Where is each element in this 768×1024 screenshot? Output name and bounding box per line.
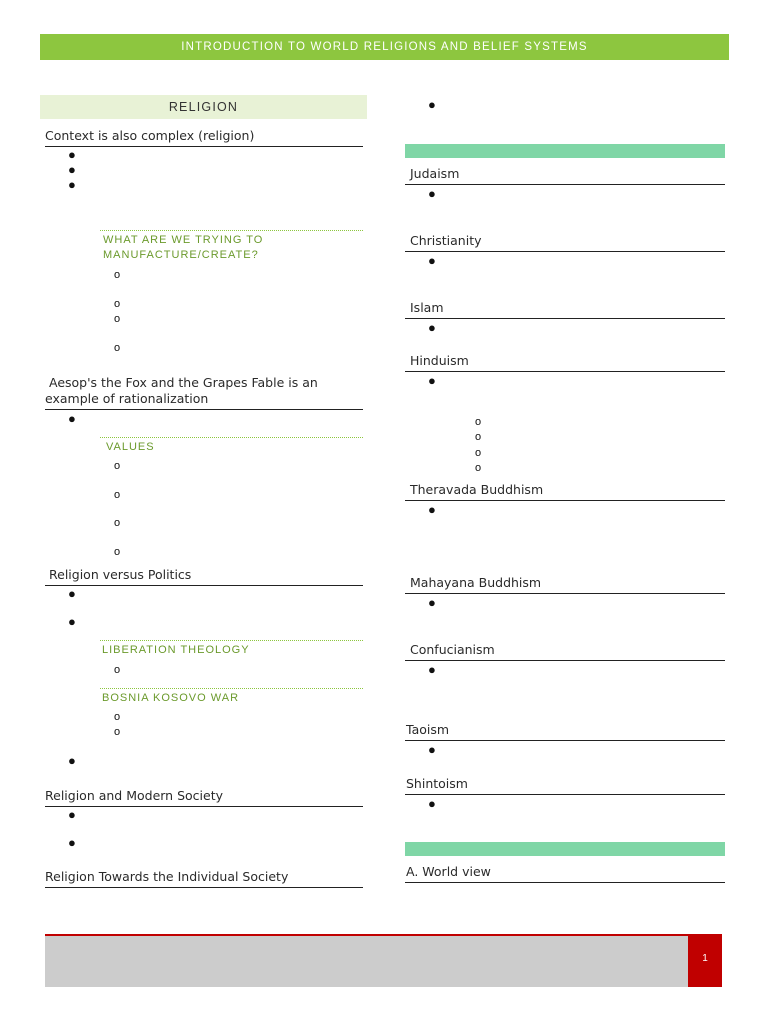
sub-bullet: o [114,489,121,501]
bullet: ● [68,753,76,768]
sub-bullet: o [114,711,121,723]
bullet: ● [68,177,76,192]
sub-bullet: o [114,664,121,676]
bullet: ● [428,373,436,388]
sub-bullet: o [114,269,121,281]
heading-judaism: Judaism [405,166,725,185]
footer-bar [45,934,722,987]
heading-politics: Religion versus Politics [45,567,363,586]
dotted-divider [100,230,363,231]
dotted-divider [100,688,363,689]
bullet: ● [68,147,76,162]
heading-confucianism: Confucianism [405,642,725,661]
bullet: ● [428,742,436,757]
sub-bullet: o [114,313,121,325]
bullet: ● [428,97,436,112]
bullet: ● [68,614,76,629]
religion-label-box: RELIGION [40,95,367,119]
heading-context: Context is also complex (religion) [45,128,363,147]
sub-bullet: o [114,342,121,354]
heading-christianity: Christianity [405,233,725,252]
heading-shintoism: Shintoism [405,776,725,795]
heading-individual-society: Religion Towards the Individual Society [45,869,363,888]
heading-hinduism: Hinduism [405,353,725,372]
section-bar [405,144,725,158]
bullet: ● [68,835,76,850]
sub-bullet: o [114,517,121,529]
dotted-divider [100,437,363,438]
subheading-bosnia: BOSNIA KOSOVO WAR [102,692,240,704]
bullet: ● [68,411,76,426]
bullet: ● [428,662,436,677]
heading-mahayana: Mahayana Buddhism [405,575,725,594]
sub-bullet: o [475,431,482,443]
bullet: ● [428,796,436,811]
bullet: ● [68,807,76,822]
heading-theravada: Theravada Buddhism [405,482,725,501]
heading-islam: Islam [405,300,725,319]
bullet: ● [428,253,436,268]
subheading-values: VALUES [106,441,155,453]
document-banner: INTRODUCTION TO WORLD RELIGIONS AND BELIEF SYSTEMS [40,34,729,60]
section-bar [405,842,725,856]
heading-taoism: Taoism [405,722,725,741]
sub-bullet: o [475,462,482,474]
subheading-liberation: LIBERATION THEOLOGY [102,644,250,656]
bullet: ● [428,320,436,335]
bullet: ● [68,162,76,177]
sub-bullet: o [114,726,121,738]
heading-aesop: Aesop's the Fox and the Grapes Fable is an example of rationalization [45,375,363,410]
heading-world-view: A. World view [405,864,725,883]
bullet: ● [428,595,436,610]
sub-bullet: o [114,298,121,310]
sub-bullet: o [114,546,121,558]
sub-bullet: o [475,416,482,428]
bullet: ● [428,186,436,201]
bullet: ● [428,502,436,517]
page-number: 1 [688,934,722,987]
sub-bullet: o [475,447,482,459]
heading-modern-society: Religion and Modern Society [45,788,363,807]
dotted-divider [100,640,363,641]
subheading-manufacture: WHAT ARE WE TRYING TO MANUFACTURE/CREATE? [103,234,264,261]
sub-bullet: o [114,460,121,472]
bullet: ● [68,586,76,601]
